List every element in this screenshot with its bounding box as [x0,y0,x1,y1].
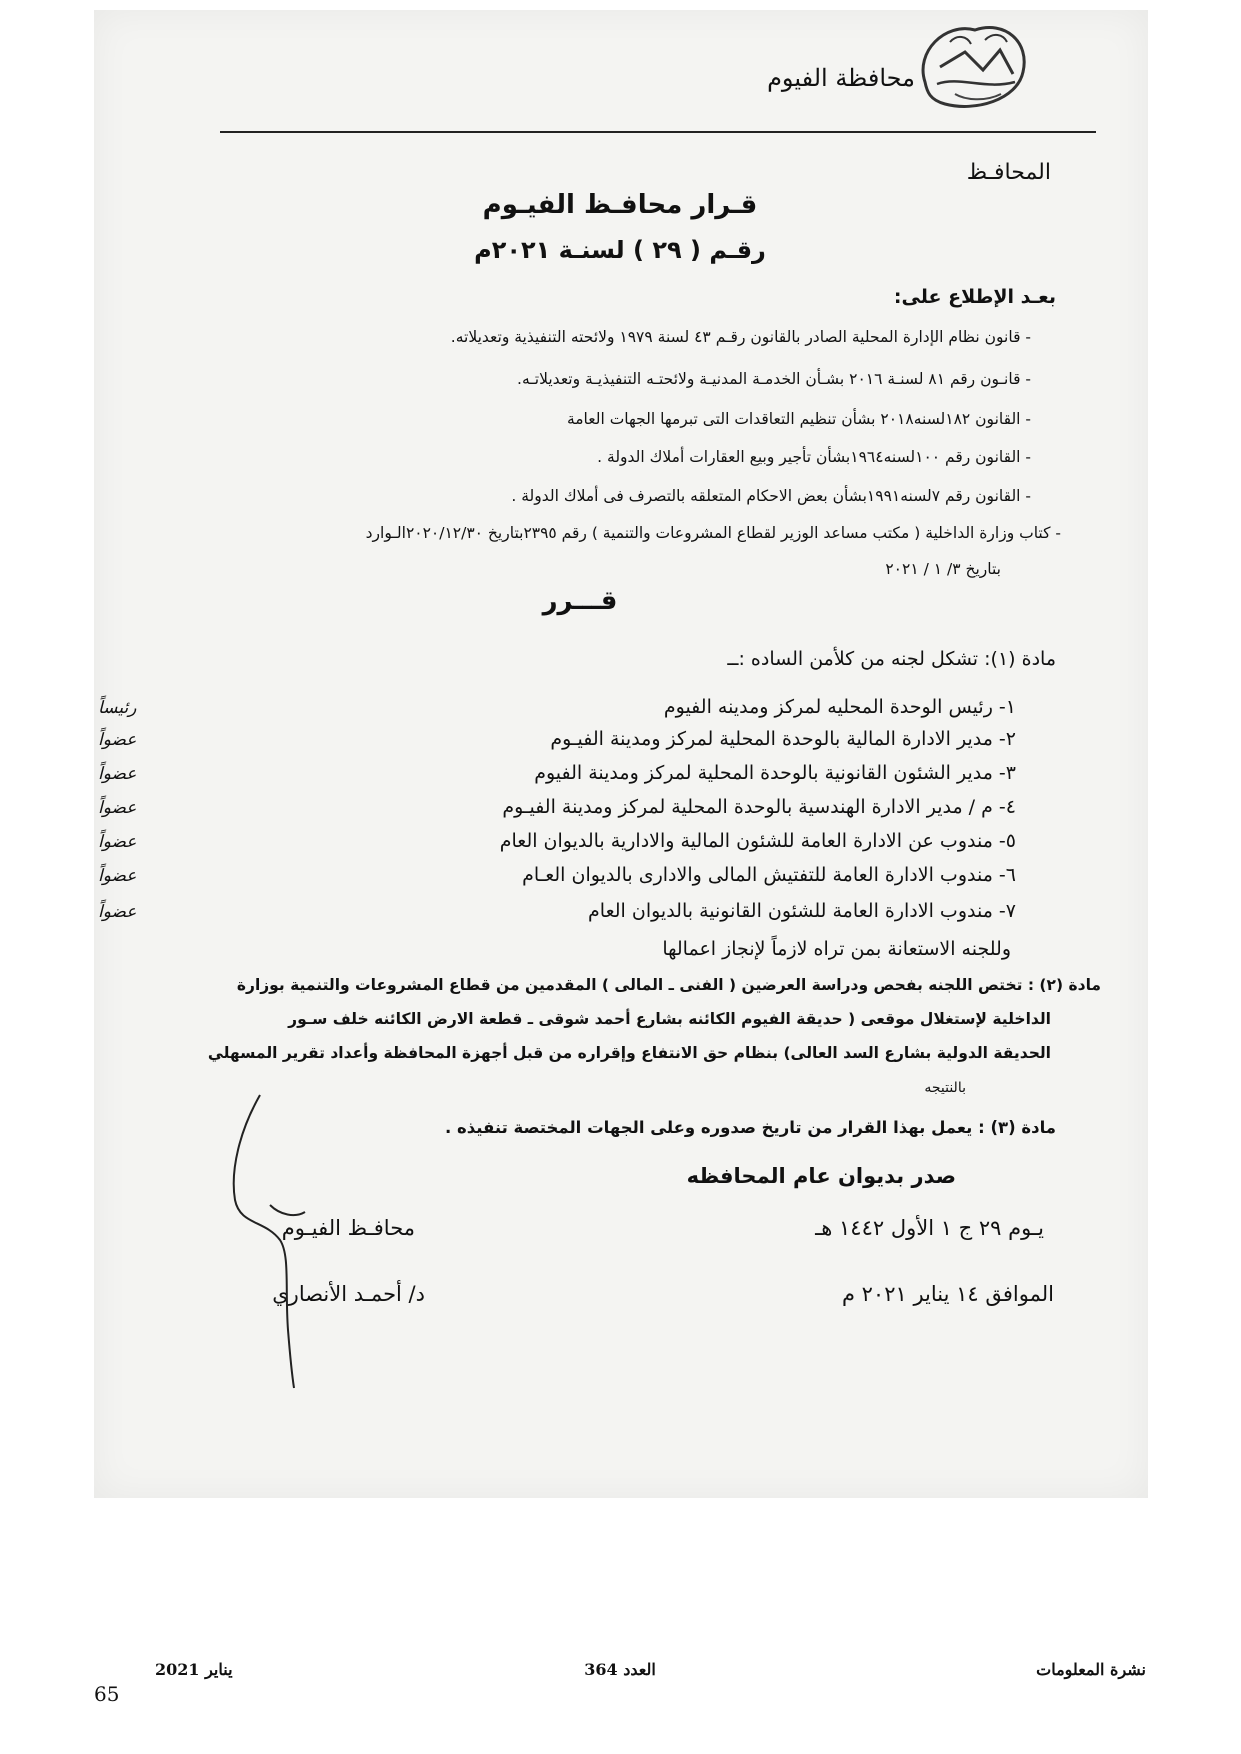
article-2-line: بالنتيجه [924,1080,966,1096]
preamble-item: - القانون رقم ٧لسنه١٩٩١بشأن بعض الاحكام المتعلقه بالتصرف فى أملاك الدولة . [511,487,1031,505]
gregorian-date: الموافق ١٤ يناير ٢٠٢١ م [841,1282,1054,1306]
article-3: مادة (٣) : يعمل بهذا القرار من تاريخ صدوره وعلى الجهات المختصة تنفيذه . [444,1118,1056,1137]
preamble-item: - قانـون رقم ٨١ لسنـة ٢٠١٦ بشـأن الخدمـة المدنيـة ولائحتـه التنفيذيـة وتعديلاتـه. [517,370,1031,388]
committee-assistance-note: وللجنه الاستعانة بمن تراه لازماً لإنجاز اعمالها [662,938,1011,960]
decree-number: رقـم ( ٢٩ ) لسنـة ٢٠٢١م [474,236,766,264]
footer-date: يناير 2021 [155,1660,233,1679]
member-role: عضواً [98,866,137,886]
committee-member: ٢- مدير الادارة المالية بالوحدة المحلية لمركز ومدينة الفيـوم [550,728,1016,750]
committee-member: ٦- مندوب الادارة العامة للتفتيش المالى والادارى بالديوان العـام [522,864,1016,886]
preamble-date: بتاريخ ٣/ ١ / ٢٠٢١ [885,560,1001,578]
preamble-item: - القانون ١٨٢لسنه٢٠١٨ بشأن تنظيم التعاقدات التى تبرمها الجهات العامة [566,410,1031,428]
footer-publication: نشرة المعلومات [1036,1660,1146,1679]
committee-member: ٣- مدير الشئون القانونية بالوحدة المحلية لمركز ومدينة الفيوم [534,762,1016,784]
governor-title: محافـظ الفيـوم [281,1216,415,1240]
committee-member: ٥- مندوب عن الادارة العامة للشئون المالية والادارية بالديوان العام [499,830,1016,852]
page-number: 65 [94,1682,120,1706]
member-role: عضواً [98,798,137,818]
article-2-line: الداخلية لإستغلال موقعى ( حديقة الفيوم الكائنه بشارع أحمد شوقى ـ قطعة الارض الكائنه خلف سـور [288,1010,1051,1028]
preamble-item: - قانون نظام الإدارة المحلية الصادر بالقانون رقـم ٤٣ لسنة ١٩٧٩ ولائحته التنفيذية وتعديلاته. [450,328,1031,346]
governor-name: د/ أحمـد الأنصاري [272,1282,425,1306]
member-role: رئيساً [98,698,137,718]
member-role: عضواً [98,764,137,784]
committee-member: ١- رئيس الوحدة المحليه لمركز ومدينه الفيوم [663,696,1016,718]
decree-title: قـرار محافـظ الفيـوم [482,190,758,220]
member-role: عضواً [98,832,137,852]
preamble-item: - القانون رقم ١٠٠لسنه١٩٦٤بشأن تأجير وبيع العقارات أملاك الدولة . [597,448,1031,466]
decision-heading: قـــرر [542,586,618,616]
member-role: عضواً [98,902,137,922]
footer-issue: العدد 364 [584,1660,656,1679]
article-1-intro: مادة (١): تشكل لجنه من كلأمن الساده :ــ [727,648,1056,670]
hijri-date: يـوم ٢٩ ج ١ الأول ١٤٤٢ هـ [815,1216,1044,1240]
office-label: المحافـظ [966,160,1051,185]
governorate-name: محافظة الفيوم [767,64,915,92]
article-2-line: الحديقة الدولية بشارع السد العالى) بنظام حق الانتفاع وإقراره من قبل أجهزة المحافظة وأعداد تقرير المسهلي [207,1044,1051,1062]
article-2-line: مادة (٢) : تختص اللجنه بفحص ودراسة العرضين ( الفنى ـ المالى ) المقدمين من قطاع المشروعات والتنمية بوزارة [236,976,1101,994]
preamble-item: - كتاب وزارة الداخلية ( مكتب مساعد الوزير لقطاع المشروعات والتنمية ) رقم ٢٣٩٥بتاريخ ٢٠٢٠/١٢/٣٠الـوارد [365,524,1061,542]
member-role: عضواً [98,730,137,750]
after-review-heading: بعـد الإطلاع على: [893,286,1056,308]
committee-member: ٧- مندوب الادارة العامة للشئون القانونية بالديوان العام [588,900,1016,922]
header-divider [220,131,1096,133]
governor-signature [210,1090,350,1390]
issued-at: صدر بديوان عام المحافظه [686,1164,956,1188]
governorate-seal-logo [905,12,1035,117]
committee-member: ٤- م / مدير الادارة الهندسية بالوحدة المحلية لمركز ومدينة الفيـوم [502,796,1016,818]
